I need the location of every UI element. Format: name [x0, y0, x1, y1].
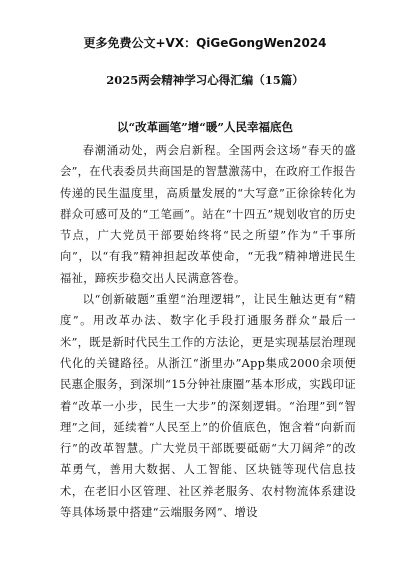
page-header: 更多免费公文+VX：QiGeGongWen2024 [83, 36, 327, 50]
section-title: 以“改革画笔”增“暖”人民幸福底色 [117, 120, 293, 134]
paragraph: 以“创新破题”重塑“治理逻辑”，让民生触达更有“精度”。用改革办法、数字化手段打通服务群众“最后一米”，既是新时代民生工作的方法论，更是实现基层治理现代化的关键路径。从浙江“浙里办”App集成2000余项便民惠企服务，到深圳“15分钟社康圈”基本形成，实践印证着“改革一小步，民生一大步”的深刻逻辑。“治理”到“智理”之间，延续着“人民至上”的价值底色，饱含着“向新而行”的改革智慧。广大党员干部既要砥砺“大刀阔斧”的改革勇气，善用大数据、人工智能、区块链等现代信息技术，在老旧小区管理、社区养老服务、农村物流体系建设等具体场景中搭建“云端服务网”、增设 [60, 293, 356, 520]
paragraph: 春潮涌动处，两会启新程。全国两会这场“春天的盛会”，在代表委员共商国是的智慧激荡中，在政府工作报告传递的民生温度里，高质量发展的“大写意”正徐徐转化为群众可感可及的“工笔画”。站在“十四五”规划收官的历史节点，广大党员干部要始终将“民之所望”作为“千事所向”，以“有我”精神担起改革使命，“无我”精神增进民生福祉，蹄疾步稳交出人民满意答卷。 [60, 144, 356, 285]
document-body [60, 140, 356, 523]
document-title: 2025两会精神学习心得汇编（15篇） [106, 73, 304, 87]
